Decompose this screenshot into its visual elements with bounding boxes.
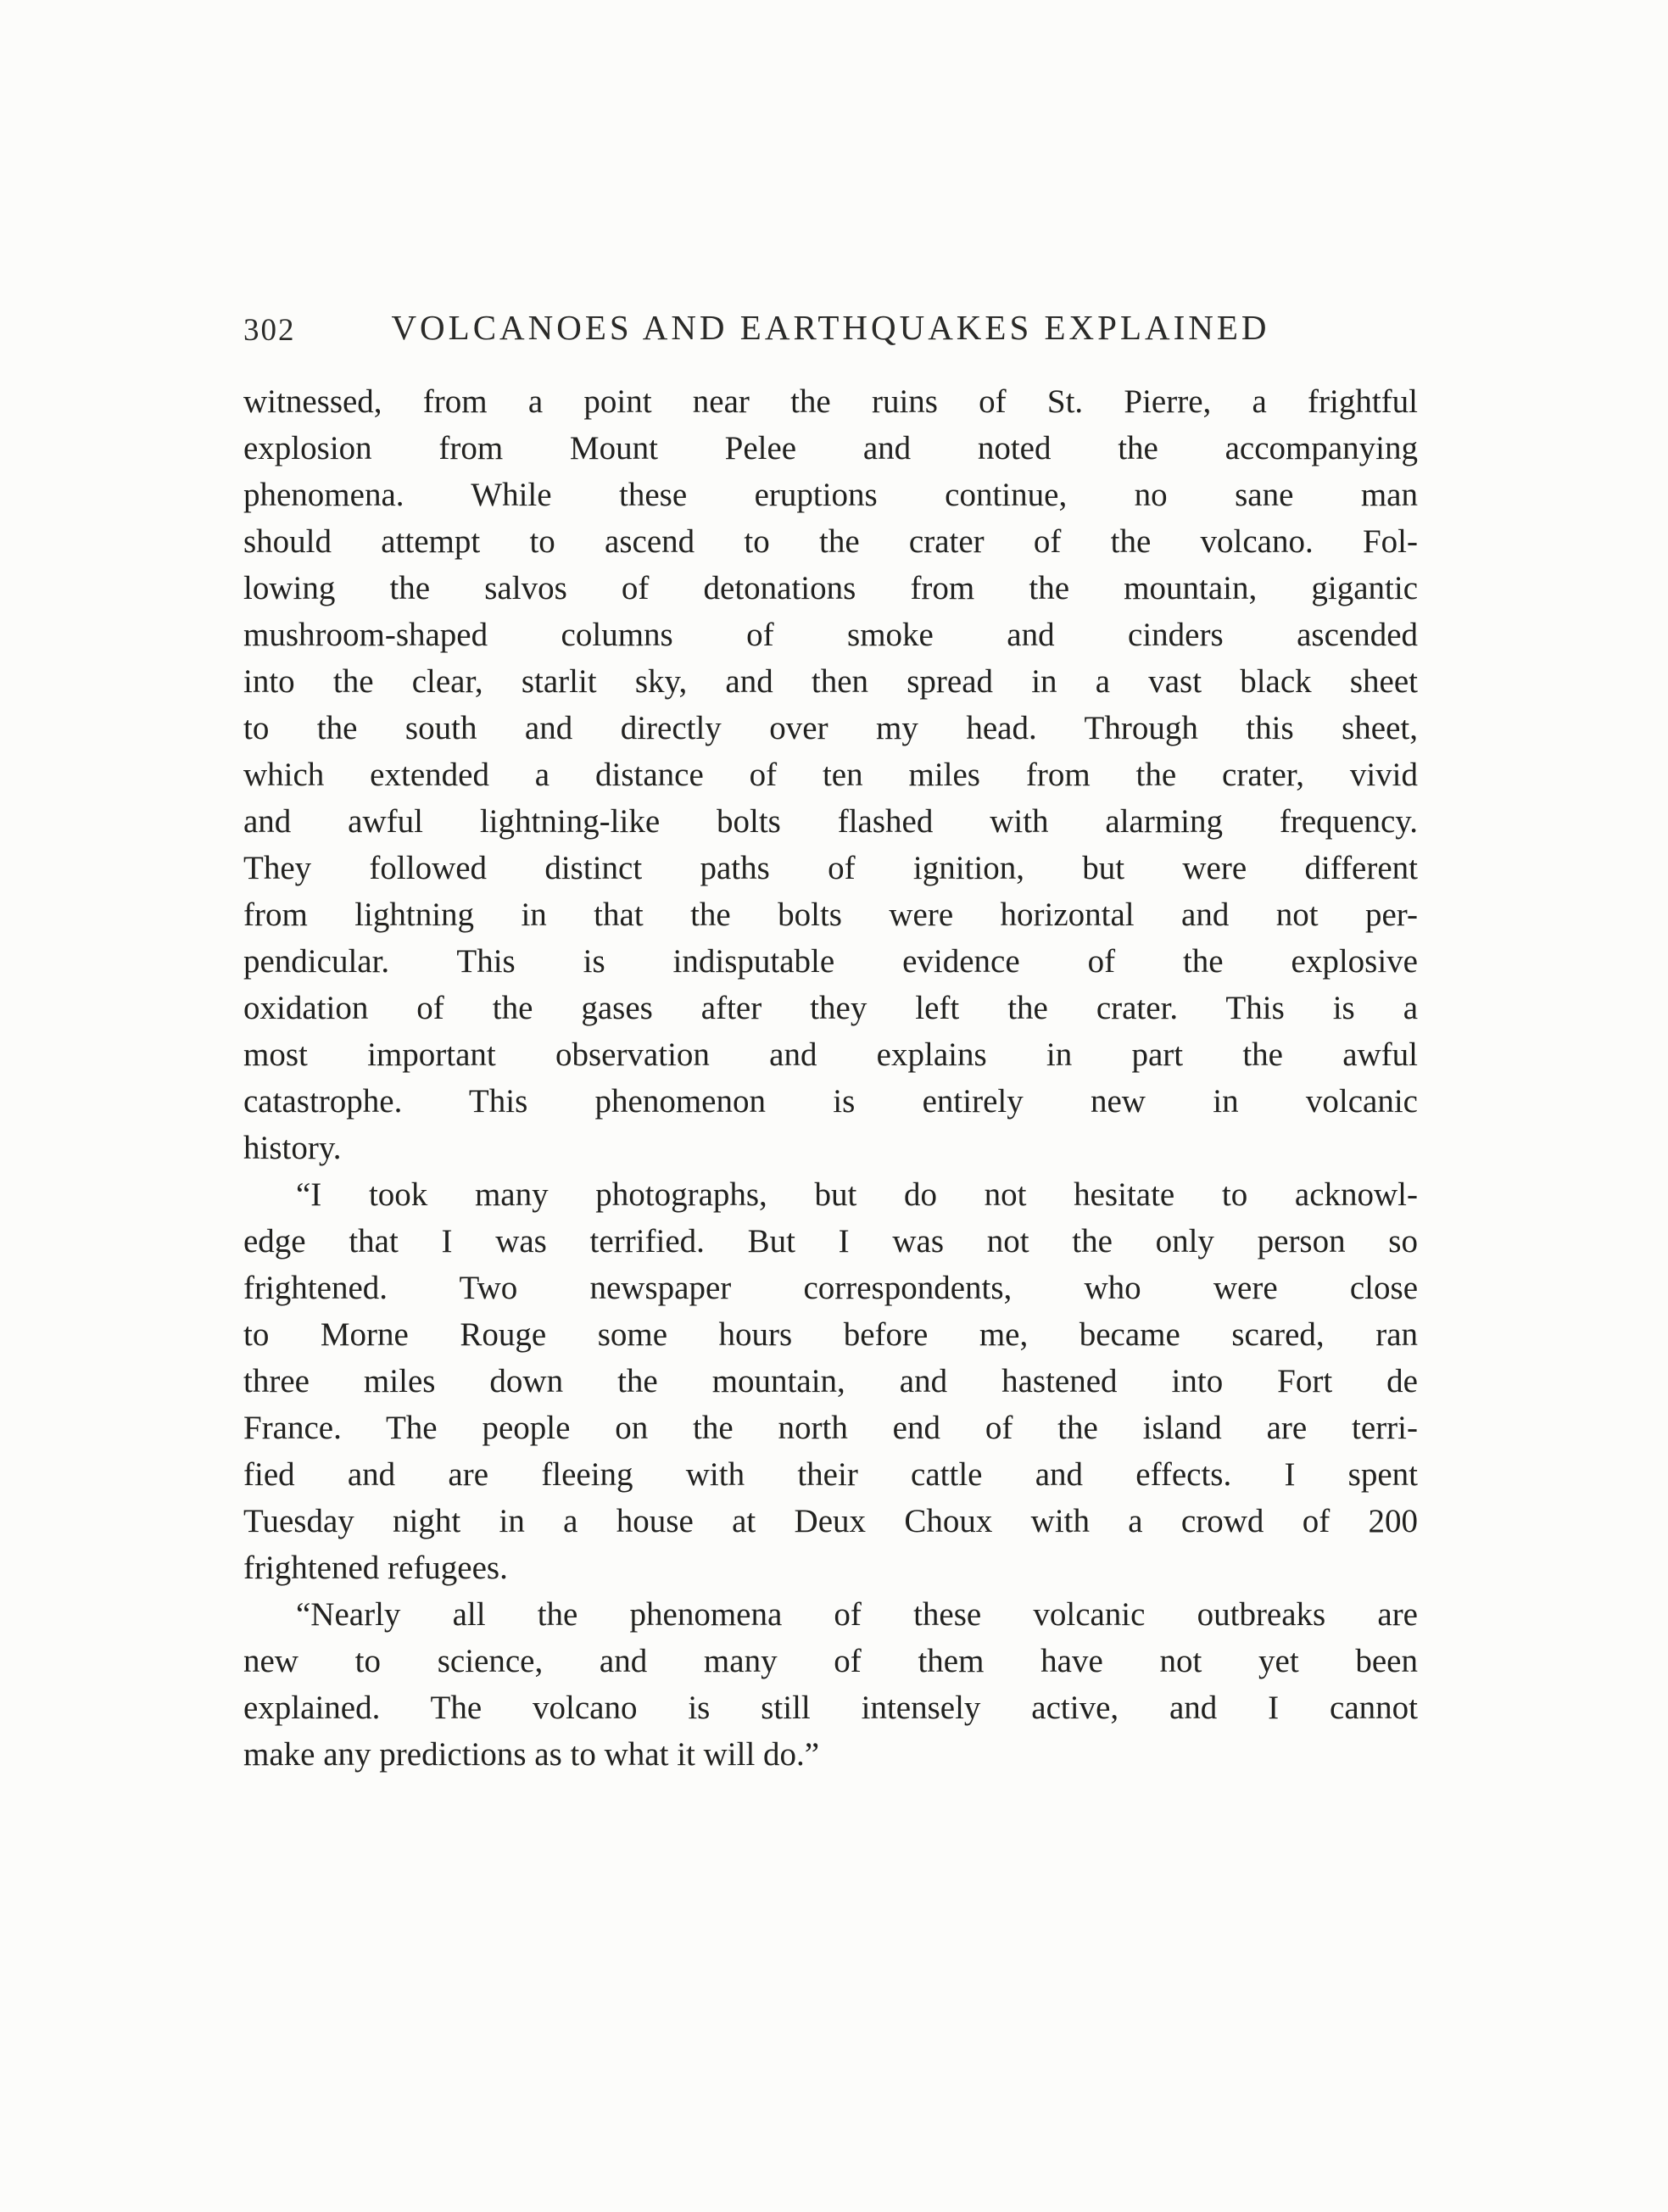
text-line: explosion from Mount Pelee and noted the accompanying bbox=[243, 430, 1418, 466]
text-line: make any predictions as to what it will do.” bbox=[243, 1736, 820, 1773]
page-number: 302 bbox=[243, 313, 296, 348]
paragraph bbox=[243, 378, 1418, 1171]
text-line: mushroom-shaped columns of smoke and cinders ascended bbox=[243, 617, 1418, 653]
text-line: most important observation and explains in part the awful bbox=[243, 1036, 1418, 1073]
text-line: and awful lightning-like bolts flashed with alarming frequency. bbox=[243, 803, 1418, 840]
text-line: frightened refugees. bbox=[243, 1550, 508, 1586]
text-line: witnessed, from a point near the ruins of St. Pierre, a frightful bbox=[243, 383, 1418, 420]
text-line: which extended a distance of ten miles from the crater, vivid bbox=[243, 757, 1418, 793]
text-line: frightened. Two newspaper correspondents, who were close bbox=[243, 1270, 1418, 1306]
text-line: They followed distinct paths of ignition, but were different bbox=[243, 850, 1418, 886]
text-line: should attempt to ascend to the crater of the volcano. Fol- bbox=[243, 523, 1418, 560]
text-line: France. The people on the north end of the island are terri- bbox=[243, 1410, 1418, 1446]
text-line: to the south and directly over my head. Through this sheet, bbox=[243, 710, 1418, 746]
text-line: to Morne Rouge some hours before me, became scared, ran bbox=[243, 1316, 1418, 1353]
text-line: lowing the salvos of detonations from the mountain, gigantic bbox=[243, 570, 1418, 606]
text-line: oxidation of the gases after they left the crater. This is a bbox=[243, 990, 1418, 1026]
running-title: VOLCANOES AND EARTHQUAKES EXPLAINED bbox=[391, 308, 1270, 347]
text-line: phenomena. While these eruptions continue, no sane man bbox=[243, 477, 1418, 513]
text-line: fied and are fleeing with their cattle and effects. I spent bbox=[243, 1456, 1418, 1493]
body-text bbox=[243, 378, 1418, 1778]
text-line: history. bbox=[243, 1130, 342, 1166]
page-header bbox=[243, 307, 1418, 358]
text-line: from lightning in that the bolts were horizontal and not per- bbox=[243, 897, 1418, 933]
paragraph bbox=[243, 1171, 1418, 1591]
text-line: pendicular. This is indisputable evidence of the explosive bbox=[243, 943, 1418, 980]
text-line: explained. The volcano is still intensely active, and I cannot bbox=[243, 1690, 1418, 1726]
paragraph bbox=[243, 1591, 1418, 1778]
text-line: new to science, and many of them have not yet been bbox=[243, 1643, 1418, 1679]
text-line: “Nearly all the phenomena of these volcanic outbreaks are bbox=[296, 1596, 1418, 1633]
text-line: Tuesday night in a house at Deux Choux with a crowd of 200 bbox=[243, 1503, 1418, 1539]
text-line: “I took many photographs, but do not hesitate to acknowl- bbox=[296, 1176, 1418, 1213]
text-line: into the clear, starlit sky, and then spread in a vast black sheet bbox=[243, 663, 1418, 700]
text-line: catastrophe. This phenomenon is entirely new in volcanic bbox=[243, 1083, 1418, 1120]
text-line: edge that I was terrified. But I was not the only person so bbox=[243, 1223, 1418, 1260]
text-line: three miles down the mountain, and hastened into Fort de bbox=[243, 1363, 1418, 1399]
